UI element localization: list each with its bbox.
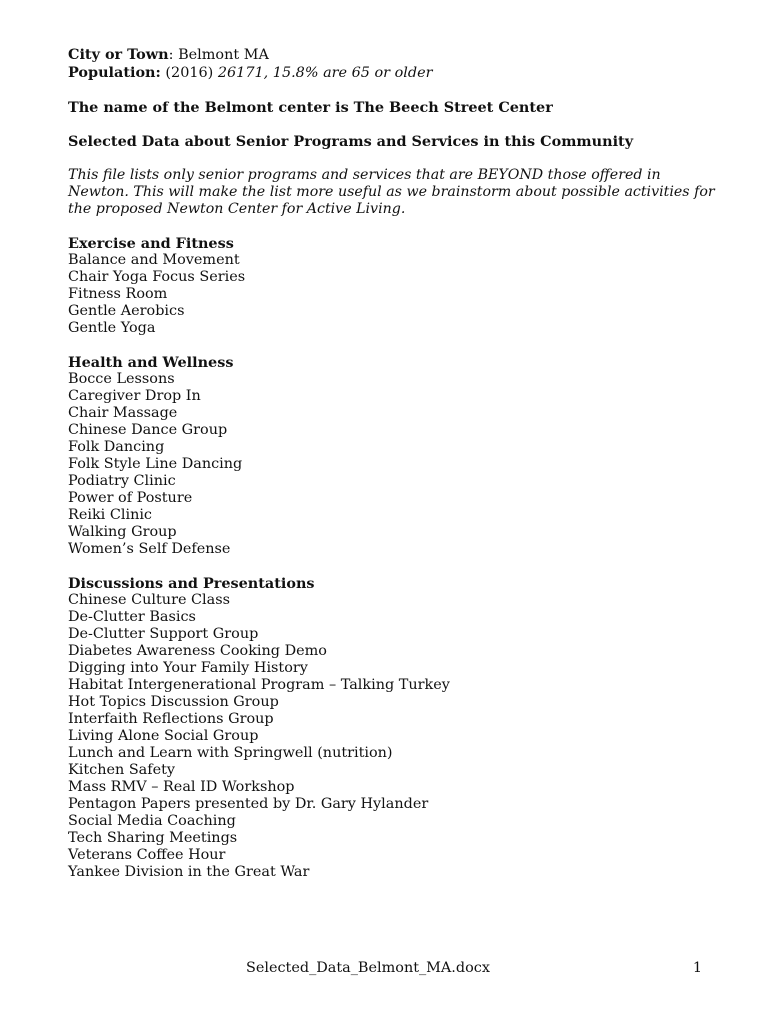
list-item: Mass RMV – Real ID Workshop (68, 779, 295, 795)
list-item: Podiatry Clinic (68, 473, 176, 489)
list-item: Chinese Dance Group (68, 422, 228, 438)
list-item: Kitchen Safety (68, 762, 176, 778)
list-item: Women’s Self Defense (68, 541, 231, 557)
center-name-heading: The name of the Belmont center is The Beech Street Center (68, 99, 553, 116)
city-label: City or Town (68, 46, 169, 63)
list-item: Reiki Clinic (68, 507, 152, 523)
population-label: Population: (68, 64, 161, 81)
section-item-list (68, 371, 718, 558)
population-line (68, 64, 718, 82)
list-item: Chair Yoga Focus Series (68, 269, 246, 285)
city-separator: : (168, 47, 174, 63)
list-item: Living Alone Social Group (68, 728, 259, 744)
list-item: Lunch and Learn with Springwell (nutrition) (68, 745, 393, 761)
program-sections (68, 218, 718, 881)
city-line (68, 46, 718, 64)
section-title: Exercise and Fitness (68, 235, 234, 252)
section-item-list (68, 592, 718, 881)
section-title: Health and Wellness (68, 354, 234, 371)
list-item: Fitness Room (68, 286, 168, 302)
list-item: Power of Posture (68, 490, 193, 506)
list-item: Caregiver Drop In (68, 388, 201, 404)
list-item: Balance and Movement (68, 252, 240, 268)
list-item: Social Media Coaching (68, 813, 236, 829)
list-item: Folk Dancing (68, 439, 165, 455)
list-item: Gentle Yoga (68, 320, 156, 336)
intro-paragraph: This file lists only senior programs and services that are BEYOND those offered in Newton. This will make the list more useful as we brainstorm about possible activities for the proposed Newton Center for Active Living. (68, 167, 715, 217)
selected-data-heading: Selected Data about Senior Programs and Services in this Community (68, 133, 634, 150)
list-item: Pentagon Papers presented by Dr. Gary Hylander (68, 796, 429, 812)
section-item-list (68, 252, 718, 337)
list-item: Tech Sharing Meetings (68, 830, 238, 846)
section-title: Discussions and Presentations (68, 575, 315, 592)
footer-filename: Selected_Data_Belmont_MA.docx (246, 960, 490, 976)
footer-page-number: 1 (692, 960, 702, 976)
list-item: Walking Group (68, 524, 177, 540)
population-value: 26171, 15.8% are 65 or older (217, 65, 433, 81)
list-item: Chinese Culture Class (68, 592, 231, 608)
list-item: Digging into Your Family History (68, 660, 308, 676)
list-item: De-Clutter Support Group (68, 626, 259, 642)
list-item: Gentle Aerobics (68, 303, 185, 319)
city-value: Belmont MA (173, 47, 269, 63)
list-item: Habitat Intergenerational Program – Talking Turkey (68, 677, 450, 693)
list-item: Yankee Division in the Great War (68, 864, 310, 880)
list-item: Folk Style Line Dancing (68, 456, 243, 472)
list-item: Diabetes Awareness Cooking Demo (68, 643, 327, 659)
list-item: Interfaith Reflections Group (68, 711, 274, 727)
list-item: De-Clutter Basics (68, 609, 196, 625)
list-item: Bocce Lessons (68, 371, 175, 387)
document-page (68, 46, 718, 881)
population-year: (2016) (160, 65, 218, 81)
list-item: Hot Topics Discussion Group (68, 694, 279, 710)
list-item: Chair Massage (68, 405, 178, 421)
list-item: Veterans Coffee Hour (68, 847, 226, 863)
